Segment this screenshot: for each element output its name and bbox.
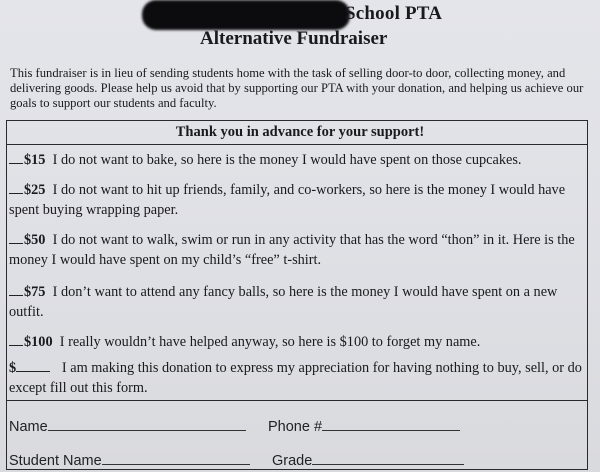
name-input-line[interactable] [48,416,246,431]
divider [6,400,588,401]
phone-field[interactable] [268,416,460,435]
checkbox-blank[interactable] [9,180,23,194]
option-text: I am making this donation to express my appreciation for having nothing to buy, sell, or do except fill out this form. [9,360,582,396]
option-75[interactable] [9,282,587,322]
option-amount: $100 [24,334,53,350]
name-field[interactable] [9,416,246,435]
checkbox-blank[interactable] [9,282,23,296]
option-25[interactable] [9,180,587,220]
checkbox-blank[interactable] [9,150,23,164]
intro-paragraph: This fundraiser is in lieu of sending students home with the task of selling door-to door, collecting money, and delivering goods. Please help us avoid that by supporting our PTA with your donation, and helping us achieve our goals to support our students and faculty. [10,66,584,111]
divider [6,144,588,145]
option-amount: $50 [24,232,46,248]
grade-label: Grade [272,453,313,469]
student-name-label: Student Name [9,453,102,469]
phone-label: Phone # [268,419,323,435]
grade-input-line[interactable] [312,450,464,465]
option-text: I don’t want to attend any fancy balls, so here is the money I would have spent on a new outfit. [9,284,558,320]
option-text: I really wouldn’t have helped anyway, so here is $100 to forget my name. [59,334,481,350]
custom-amount-blank[interactable] [16,358,50,372]
page-subtitle: Alternative Fundraiser [200,28,388,49]
page-title: School PTA [345,3,443,24]
option-amount: $ [9,360,17,376]
student-name-field[interactable] [9,450,250,469]
phone-input-line[interactable] [322,416,460,431]
option-text: I do not want to bake, so here is the money I would have spent on those cupcakes. [52,152,522,168]
checkbox-blank[interactable] [9,230,23,244]
option-100[interactable] [9,332,587,352]
option-text: I do not want to hit up friends, family, and co-workers, so here is the money I would have spent buying wrapping paper. [9,182,566,218]
checkbox-blank[interactable] [9,332,23,346]
student-name-input-line[interactable] [102,450,250,465]
name-label: Name [9,419,48,435]
option-amount: $25 [24,182,46,198]
option-amount: $75 [24,284,46,300]
option-15[interactable] [9,150,587,170]
option-50[interactable] [9,230,587,270]
option-text: I do not want to walk, swim or run in any activity that has the word “thon” in it. Here is the money I would have spent on my child’s “free” t-shirt. [9,232,575,268]
option-amount: $15 [24,152,46,168]
option-custom[interactable] [9,358,587,398]
thanks-heading: Thank you in advance for your support! [175,124,425,140]
grade-field[interactable] [272,450,464,469]
redacted-school-name [142,0,350,30]
